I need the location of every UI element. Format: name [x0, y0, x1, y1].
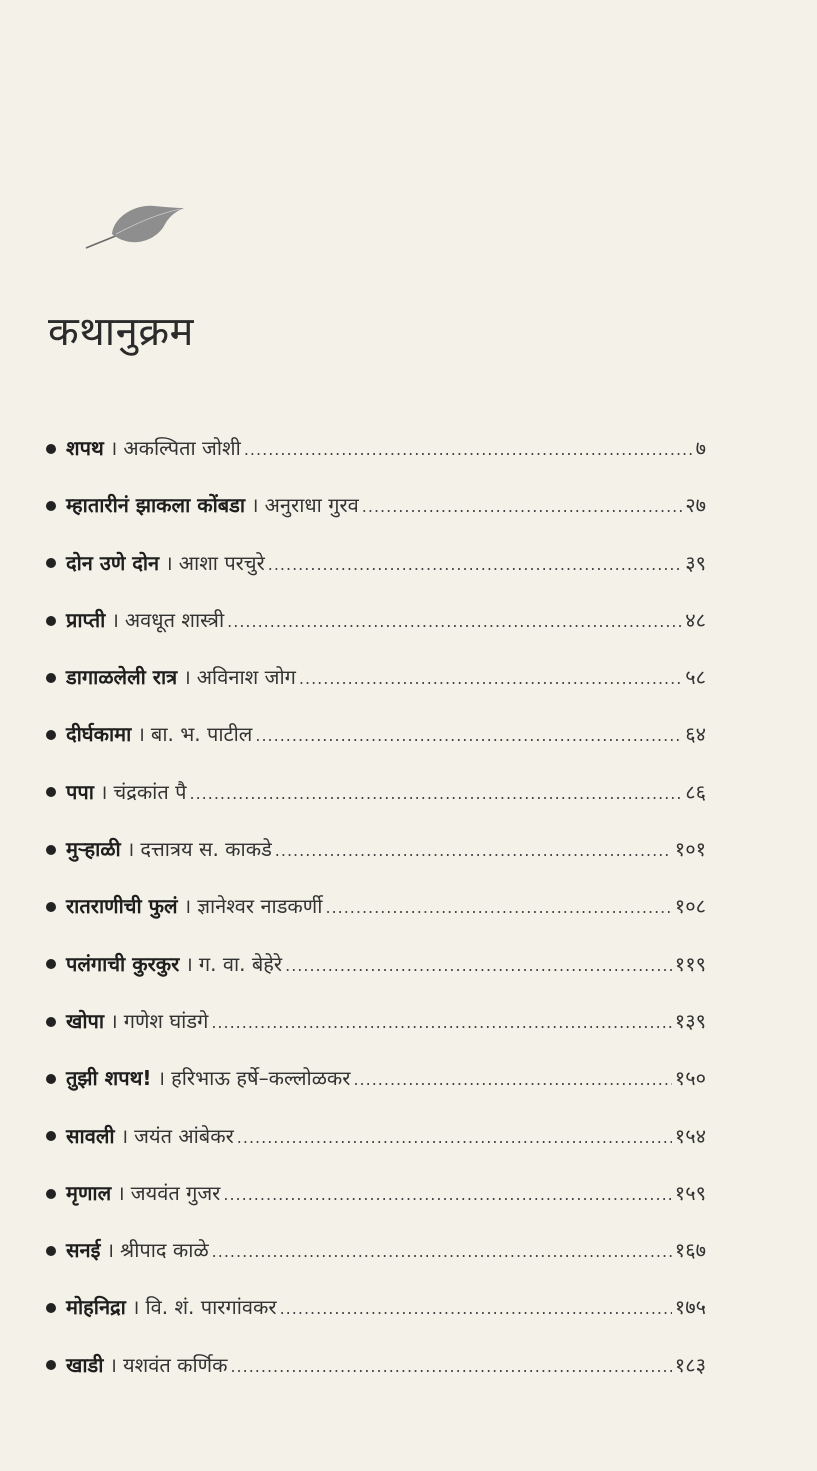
- separator: ।: [183, 665, 191, 690]
- toc-entry[interactable]: [46, 878, 706, 935]
- separator: ।: [251, 493, 259, 518]
- toc-entry[interactable]: [46, 477, 706, 534]
- story-title: दीर्घकामा: [66, 722, 132, 747]
- page-number: १५०: [674, 1066, 706, 1091]
- bullet-icon: [46, 1303, 56, 1313]
- bullet-icon: [46, 558, 56, 568]
- page-number: १०१: [674, 837, 706, 862]
- story-title: सनई: [66, 1238, 101, 1263]
- page-title: कथानुक्रम: [48, 309, 194, 355]
- bullet-icon: [46, 616, 56, 626]
- leader-dots: [255, 707, 682, 764]
- separator: ।: [109, 1352, 118, 1377]
- leader-dots: [189, 765, 682, 822]
- separator: ।: [126, 837, 135, 862]
- story-title: प्राप्ती: [66, 607, 106, 632]
- table-of-contents: [46, 420, 706, 1394]
- story-title: मृणाल: [66, 1180, 112, 1205]
- story-title: खोपा: [66, 1008, 105, 1033]
- page-number: १०८: [674, 894, 706, 919]
- separator: ।: [183, 894, 192, 919]
- author-name: ग. वा. बेहेरे: [198, 951, 283, 976]
- toc-entry[interactable]: [46, 936, 706, 993]
- author-name: गणेश घांडगे: [123, 1008, 209, 1033]
- author-name: अविनाश जोग: [196, 665, 296, 690]
- author-name: वि. शं. पारगांवकर: [145, 1295, 277, 1320]
- leader-dots: [237, 1109, 672, 1166]
- story-title: म्हातारीनं झाकला कोंबडा: [66, 493, 246, 518]
- separator: ।: [106, 1238, 115, 1263]
- author-name: अवधूत शास्त्री: [124, 607, 225, 632]
- separator: ।: [131, 1295, 140, 1320]
- bullet-icon: [46, 1074, 56, 1084]
- leader-dots: [299, 650, 682, 707]
- leader-dots: [325, 879, 671, 936]
- leader-dots: [362, 478, 682, 535]
- story-title: तुझी शपथ!: [66, 1066, 152, 1091]
- page-number: ३९: [685, 550, 706, 575]
- bullet-icon: [46, 730, 56, 740]
- story-title: शपथ: [66, 436, 104, 460]
- page-number: १५४: [674, 1123, 706, 1148]
- bullet-icon: [46, 1017, 56, 1027]
- toc-entry[interactable]: [46, 821, 706, 878]
- leader-dots: [211, 994, 671, 1051]
- separator: ।: [120, 1123, 129, 1148]
- page-number: ६४: [685, 722, 706, 747]
- author-name: दत्तात्रय स. काकडे: [140, 837, 272, 862]
- author-name: जयंत आंबेकर: [134, 1123, 234, 1148]
- bullet-icon: [46, 1131, 56, 1141]
- page-number: ८६: [685, 779, 706, 804]
- leader-dots: [275, 822, 672, 879]
- separator: ।: [99, 779, 108, 804]
- author-name: अकल्पिता जोशी: [123, 436, 241, 460]
- leader-dots: [230, 1338, 671, 1395]
- page-number: ११९: [674, 951, 706, 976]
- page-number: १७५: [674, 1295, 706, 1320]
- bullet-icon: [46, 787, 56, 797]
- story-title: सावली: [66, 1123, 115, 1148]
- leader-dots: [353, 1051, 671, 1108]
- author-name: श्रीपाद काळे: [120, 1238, 209, 1263]
- author-name: बा. भ. पाटील: [150, 722, 253, 747]
- leader-dots: [227, 593, 682, 650]
- page-number: १५९: [674, 1180, 706, 1205]
- separator: ।: [111, 607, 119, 632]
- separator: ।: [185, 951, 193, 976]
- page-number: १८३: [674, 1352, 706, 1377]
- bullet-icon: [46, 673, 56, 683]
- bullet-icon: [46, 501, 56, 511]
- story-title: खाडी: [66, 1352, 104, 1377]
- leader-dots: [285, 937, 672, 994]
- story-title: पलंगाची कुरकुर: [66, 951, 180, 976]
- leader-dots: [268, 536, 682, 593]
- bullet-icon: [46, 1189, 56, 1199]
- toc-entry[interactable]: [46, 1108, 706, 1165]
- toc-entry[interactable]: [46, 592, 706, 649]
- story-title: दोन उणे दोन: [66, 550, 160, 575]
- bullet-icon: [46, 902, 56, 912]
- author-name: आशा परचुरे: [178, 550, 265, 575]
- author-name: चंद्रकांत पै: [113, 779, 187, 804]
- page-number: १३९: [674, 1008, 706, 1033]
- leader-dots: [244, 421, 693, 478]
- story-title: मोहनिद्रा: [66, 1295, 126, 1320]
- toc-entry[interactable]: [46, 1279, 706, 1336]
- separator: ।: [157, 1066, 166, 1091]
- separator: ।: [137, 722, 145, 747]
- author-name: अनुराधा गुरव: [264, 493, 359, 518]
- leader-dots: [280, 1280, 672, 1337]
- toc-entry[interactable]: [46, 706, 706, 763]
- author-name: जयवंत गुजर: [130, 1180, 221, 1205]
- toc-entry[interactable]: [46, 1165, 706, 1222]
- story-title: मुऱ्हाळी: [66, 837, 121, 862]
- separator: ।: [109, 436, 118, 460]
- story-title: रातराणीची फुलं: [66, 894, 178, 919]
- toc-entry[interactable]: [46, 764, 706, 821]
- bullet-icon: [46, 959, 56, 969]
- separator: ।: [110, 1008, 118, 1033]
- story-title: डागाळलेली रात्र: [66, 665, 178, 690]
- toc-entry[interactable]: [46, 1222, 706, 1279]
- page-number: ७: [695, 436, 706, 460]
- bullet-icon: [46, 1360, 56, 1370]
- page-number: २७: [685, 493, 706, 518]
- toc-entry[interactable]: [46, 535, 706, 592]
- author-name: ज्ञानेश्वर नाडकर्णी: [197, 894, 323, 919]
- bullet-icon: [46, 444, 56, 454]
- author-name: हरिभाऊ हर्षे–कल्लोळकर: [171, 1066, 351, 1091]
- page-number: ५८: [685, 665, 706, 690]
- leader-dots: [212, 1223, 672, 1280]
- toc-entry[interactable]: [46, 1337, 706, 1394]
- toc-entry[interactable]: [46, 1050, 706, 1107]
- bullet-icon: [46, 845, 56, 855]
- leader-dots: [223, 1166, 671, 1223]
- leaf-icon: [80, 196, 190, 256]
- toc-entry[interactable]: [46, 993, 706, 1050]
- bullet-icon: [46, 1246, 56, 1256]
- page-number: ४८: [685, 607, 706, 632]
- page-number: १६७: [674, 1238, 706, 1263]
- separator: ।: [165, 550, 173, 575]
- toc-entry[interactable]: [46, 420, 706, 477]
- author-name: यशवंत कर्णिक: [123, 1352, 228, 1377]
- toc-entry[interactable]: [46, 649, 706, 706]
- story-title: पपा: [66, 779, 94, 804]
- separator: ।: [117, 1180, 125, 1205]
